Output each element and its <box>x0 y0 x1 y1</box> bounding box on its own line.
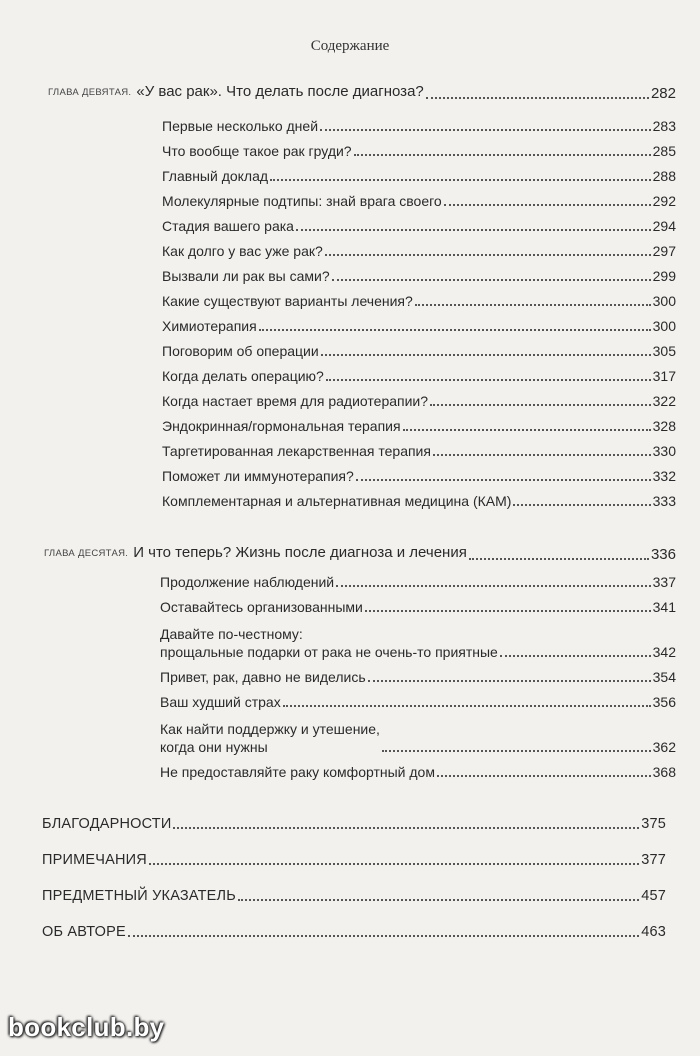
page-number: 333 <box>652 493 676 509</box>
dot-leader <box>336 584 651 587</box>
dot-leader <box>283 704 651 707</box>
item-label: Когда делать операцию? <box>162 368 324 384</box>
section-label: ПРИМЕЧАНИЯ <box>42 852 147 868</box>
dot-leader <box>415 303 651 306</box>
dot-leader <box>354 153 651 156</box>
dot-leader <box>259 328 651 331</box>
item-label <box>160 625 498 661</box>
section-label: ОБ АВТОРЕ <box>42 924 126 940</box>
dot-leader <box>430 403 651 406</box>
page-number: 463 <box>641 924 666 940</box>
item-label: Продолжение наблюдений <box>160 574 335 590</box>
page-number: 328 <box>652 418 676 434</box>
toc-item[interactable] <box>160 668 676 686</box>
chapter-label <box>44 544 467 564</box>
chapter-label <box>48 83 424 103</box>
dot-leader <box>437 774 651 777</box>
page-number: 294 <box>652 218 676 234</box>
toc-item[interactable] <box>162 342 676 360</box>
dot-leader <box>173 826 639 829</box>
section-label: БЛАГОДАРНОСТИ <box>42 816 172 832</box>
item-label: Комплементарная и альтернативная медицина (КАМ) <box>162 493 512 509</box>
toc-item[interactable] <box>162 267 676 285</box>
item-label: Главный доклад <box>162 168 269 184</box>
toc-item[interactable] <box>162 242 676 260</box>
item-label: Поможет ли иммунотерапия? <box>162 468 354 484</box>
dot-leader <box>149 862 639 865</box>
item-label: Стадия вашего рака <box>162 218 294 234</box>
item-label: Первые несколько дней <box>162 118 319 134</box>
chapter-title: «У вас рак». Что делать после диагноза? <box>136 83 424 100</box>
item-label-line2: прощальные подарки от рака не очень-то приятные <box>160 644 498 660</box>
chapter-title: И что теперь? Жизнь после диагноза и лечения <box>133 544 467 561</box>
dot-leader <box>500 654 651 657</box>
item-label: Привет, рак, давно не виделись <box>160 669 366 685</box>
dot-leader <box>332 278 651 281</box>
dot-leader <box>433 453 651 456</box>
chapter-prefix: ГЛАВА ДЕСЯТАЯ. <box>44 548 129 559</box>
page-number: 368 <box>652 764 676 780</box>
dot-leader <box>403 428 651 431</box>
chapter-prefix: ГЛАВА ДЕВЯТАЯ. <box>48 87 132 98</box>
item-label: Когда настает время для радиотерапии? <box>162 393 429 409</box>
page-number: 285 <box>652 143 676 159</box>
chapter-ten-entry[interactable] <box>44 544 676 564</box>
item-label: Что вообще такое рак груди? <box>162 143 352 159</box>
item-label-line1: Как найти поддержку и утешение, <box>160 721 380 737</box>
toc-item[interactable] <box>160 763 676 781</box>
toc-item[interactable] <box>160 693 676 711</box>
item-label-line1: Давайте по-честному: <box>160 626 303 642</box>
item-label-line2: когда они нужны <box>160 739 268 755</box>
page-header: Содержание <box>310 38 390 54</box>
page-number: 354 <box>652 669 676 685</box>
page-number: 305 <box>652 343 676 359</box>
toc-item-multiline[interactable] <box>160 720 676 756</box>
page-number: 297 <box>652 243 676 259</box>
item-label: Как долго у вас уже рак? <box>162 243 323 259</box>
toc-item[interactable] <box>162 467 676 485</box>
item-label: Ваш худший страх <box>160 694 281 710</box>
page-number: 337 <box>652 574 676 590</box>
dot-leader <box>368 679 651 682</box>
page-number: 292 <box>652 193 676 209</box>
dot-leader <box>270 178 651 181</box>
page-number: 322 <box>652 393 676 409</box>
toc-item[interactable] <box>162 442 676 460</box>
item-label: Поговорим об операции <box>162 343 319 359</box>
toc-item[interactable] <box>162 392 676 410</box>
page-number: 317 <box>652 368 676 384</box>
item-label: Молекулярные подтипы: знай врага своего <box>162 193 442 209</box>
item-label: Какие существуют варианты лечения? <box>162 293 413 309</box>
toc-item-multiline[interactable] <box>160 625 676 661</box>
section-label: ПРЕДМЕТНЫЙ УКАЗАТЕЛЬ <box>42 888 236 904</box>
section-index[interactable] <box>42 887 666 905</box>
page-number: 332 <box>652 468 676 484</box>
item-label: Таргетированная лекарственная терапия <box>162 443 431 459</box>
dot-leader <box>238 898 639 901</box>
toc-item[interactable] <box>162 217 676 235</box>
toc-item[interactable] <box>160 598 676 616</box>
page-number: 299 <box>652 268 676 284</box>
dot-leader <box>356 478 651 481</box>
toc-item[interactable] <box>162 492 676 510</box>
page-number: 330 <box>652 443 676 459</box>
toc-item[interactable] <box>162 317 676 335</box>
dot-leader <box>426 96 649 99</box>
item-label: Химиотерапия <box>162 318 257 334</box>
section-notes[interactable] <box>42 851 666 869</box>
page-number: 288 <box>652 168 676 184</box>
dot-leader <box>326 378 651 381</box>
page-number: 375 <box>641 816 666 832</box>
page-number: 283 <box>652 118 676 134</box>
toc-item[interactable] <box>162 167 676 185</box>
page-number: 300 <box>652 293 676 309</box>
item-label <box>160 720 380 756</box>
page-number: 377 <box>641 852 666 868</box>
dot-leader <box>320 128 651 131</box>
page-number: 457 <box>641 888 666 904</box>
page-number: 342 <box>652 644 676 660</box>
dot-leader <box>325 253 651 256</box>
page-number: 282 <box>650 85 676 102</box>
chapter-nine-entry[interactable] <box>48 83 676 103</box>
section-acknowledgements[interactable] <box>42 815 666 833</box>
page-number: 336 <box>650 546 676 563</box>
dot-leader <box>296 228 651 231</box>
dot-leader <box>128 934 639 937</box>
item-label: Не предоставляйте раку комфортный дом <box>160 764 435 780</box>
toc-item[interactable] <box>160 573 676 591</box>
dot-leader <box>469 557 649 560</box>
site-watermark: bookclub.by <box>8 1012 165 1042</box>
dot-leader <box>321 353 651 356</box>
dot-leader <box>444 203 651 206</box>
section-about-author[interactable] <box>42 923 666 941</box>
toc-item[interactable] <box>162 142 676 160</box>
toc-item[interactable] <box>162 417 676 435</box>
page-number: 300 <box>652 318 676 334</box>
dot-leader <box>382 749 651 752</box>
dot-leader <box>513 503 650 506</box>
page-number: 356 <box>652 694 676 710</box>
toc-item[interactable] <box>162 367 676 385</box>
item-label: Вызвали ли рак вы сами? <box>162 268 330 284</box>
toc-item[interactable] <box>162 192 676 210</box>
item-label: Эндокринная/гормональная терапия <box>162 418 401 434</box>
toc-item[interactable] <box>162 117 676 135</box>
toc-item[interactable] <box>162 292 676 310</box>
item-label: Оставайтесь организованными <box>160 599 363 615</box>
dot-leader <box>365 609 651 612</box>
page-number: 362 <box>652 739 676 755</box>
page-number: 341 <box>652 599 676 615</box>
